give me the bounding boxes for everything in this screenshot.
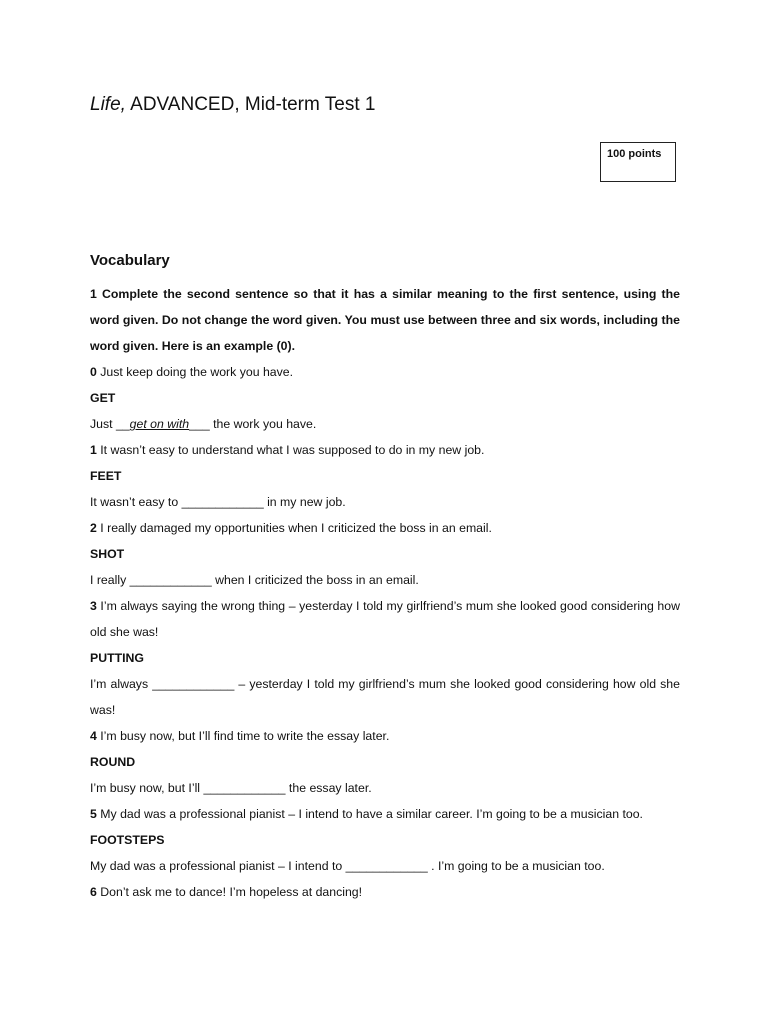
- keyword: FOOTSTEPS: [90, 833, 165, 847]
- answer-suffix: ___ the work you have.: [189, 417, 317, 431]
- question-sentence: [90, 437, 680, 463]
- sentence-text: My dad was a professional pianist – I intend to have a similar career. I’m going to be a musician too.: [96, 807, 643, 821]
- question-number: 3: [90, 599, 97, 613]
- example-sentence: [90, 359, 680, 385]
- sentence-text: Don’t ask me to dance! I’m hopeless at dancing!: [96, 885, 363, 899]
- question-sentence: [90, 879, 680, 905]
- page-title: [90, 94, 375, 116]
- question-sentence: [90, 801, 680, 827]
- rewrite-sentence: It wasn’t easy to ____________ in my new job.: [90, 495, 346, 509]
- question-number: 6: [90, 885, 97, 899]
- keyword: PUTTING: [90, 651, 144, 665]
- sentence-text: I really damaged my opportunities when I criticized the boss in an email.: [96, 521, 492, 535]
- points-box: [600, 142, 676, 182]
- keyword: FEET: [90, 469, 122, 483]
- section-heading: Vocabulary: [90, 252, 170, 269]
- question-sentence: [90, 515, 680, 541]
- vocabulary-section: [90, 281, 680, 905]
- title-rest: ADVANCED, Mid-term Test 1: [125, 94, 376, 115]
- keyword: GET: [90, 391, 116, 405]
- answer-prefix: Just __: [90, 417, 130, 431]
- rewrite-sentence: I’m busy now, but I’ll ____________ the essay later.: [90, 781, 372, 795]
- question-sentence: [90, 723, 680, 749]
- sentence-text: I’m always saying the wrong thing – yesterday I told my girlfriend’s mum she looked good considering how old she was!: [90, 599, 680, 639]
- question-sentence: [90, 593, 680, 645]
- question-number: 5: [90, 807, 97, 821]
- question-number: 2: [90, 521, 97, 535]
- sentence-text: Just keep doing the work you have.: [96, 365, 294, 379]
- example-answer: [90, 411, 680, 437]
- question-number: 1: [90, 443, 97, 457]
- question-number: 4: [90, 729, 97, 743]
- rewrite-sentence: I really ____________ when I criticized the boss in an email.: [90, 573, 419, 587]
- instructions: 1 Complete the second sentence so that it has a similar meaning to the first sentence, using the word given. Do not change the word given. You must use between three and six words, including the word given. Here is an example (0).: [90, 287, 680, 353]
- rewrite-sentence: My dad was a professional pianist – I intend to ____________ . I’m going to be a musician too.: [90, 859, 605, 873]
- rewrite-sentence: I’m always ____________ – yesterday I told my girlfriend’s mum she looked good considering how old she was!: [90, 677, 680, 717]
- question-number: 0: [90, 365, 97, 379]
- example-answer-text: get on with: [129, 417, 190, 431]
- keyword: SHOT: [90, 547, 125, 561]
- keyword: ROUND: [90, 755, 136, 769]
- title-italic: Life,: [90, 94, 126, 115]
- sentence-text: I’m busy now, but I’ll find time to write the essay later.: [96, 729, 390, 743]
- sentence-text: It wasn’t easy to understand what I was supposed to do in my new job.: [96, 443, 485, 457]
- points-label: 100 points: [607, 148, 662, 160]
